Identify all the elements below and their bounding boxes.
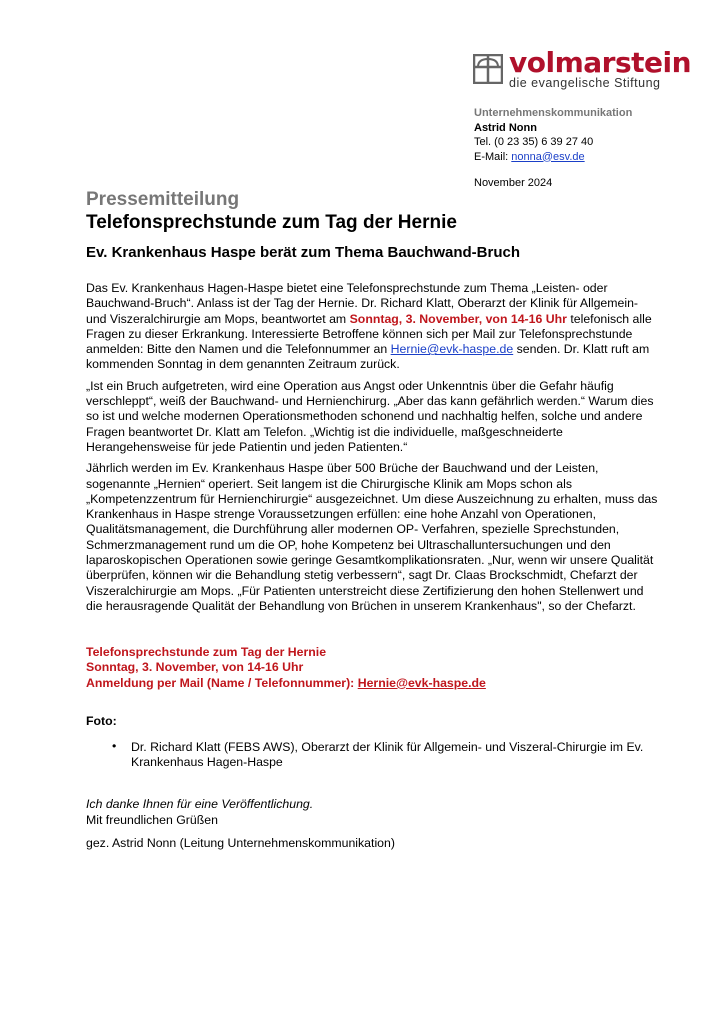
foto-label: Foto: — [86, 714, 117, 728]
event-summary — [86, 645, 486, 691]
event-registration — [86, 676, 486, 691]
contact-block — [474, 106, 632, 164]
contact-phone: Tel. (0 23 35) 6 39 27 40 — [474, 136, 594, 148]
paragraph-3: Jährlich werden im Ev. Krankenhaus Haspe über 500 Brüche der Bauchwand und der Leisten, sogenannte „Hernien“ operiert. Seit langem ist die Chirurgische Klinik am Mops schon als „Kompetenzzentrum für Hernienchirurgie“ ausgezeichnet. Um diese Auszeichnung zu erhalten, muss das Krankenhaus in Haspe strenge Voraussetzungen erfüllen: eine hohe Anzahl von Operationen, Qualitätsmanagement, die Durchführung aller modernen OP- Verfahren, spezielle Sprechstunden, Schmerzmanagement rund um die OP, hohe Kompetenz bei Ultraschalluntersuchungen und den laparoskopischen Operationen sowie geringe Gesamtkomplikationsraten. „Nur, wenn wir unsere Qualität überprüfen, können wir die Behandlung stetig verbessern“, sagt Dr. Claas Brockschmidt, Chefarzt der Viszeralchirurgie am Mops. „Für Patienten unterstreicht diese Zertifizierung den hohen Stellenwert und die herausragende Qualität der Behandlung von Brüchen in unserem Krankenhaus", so der Chefarzt. — [86, 461, 658, 613]
contact-email-line — [474, 150, 632, 165]
event-registration-label: Anmeldung per Mail (Name / Telefonnummer): — [86, 675, 358, 690]
closing-signature: gez. Astrid Nonn (Leitung Unternehmenskommunikation) — [86, 836, 395, 850]
window-cross-logo-icon — [473, 54, 503, 84]
logo-tagline: die evangelische Stiftung — [509, 76, 661, 90]
bullet-icon: • — [112, 739, 117, 753]
event-email-link[interactable]: Hernie@evk-haspe.de — [357, 675, 486, 690]
foto-caption: Dr. Richard Klatt (FEBS AWS), Oberarzt der Klinik für Allgemein- und Viszeral-Chirurgie im Ev. Krankenhaus Hagen-Haspe — [131, 740, 644, 770]
contact-email-link[interactable]: nonna@esv.de — [511, 150, 585, 163]
paragraph-1 — [86, 281, 661, 373]
paragraph-1-part-c: senden. Dr. Klatt ruft am kommenden Sonntag in dem genannten Zeitraum zurück. — [86, 342, 650, 372]
contact-name: Astrid Nonn — [474, 121, 537, 134]
contact-department: Unternehmenskommunikation — [474, 107, 633, 119]
closing-regards: Mit freundlichen Grüßen — [86, 813, 218, 827]
paragraph-1-part-b: telefonisch alle Fragen zu dieser Erkrankung. Interessierte Betroffene können sich per Mail zur Telefonsprechstunde anmelden: Bitte den Namen und die Telefonnummer an — [86, 311, 652, 357]
event-date-highlight: Sonntag, 3. November, von 14-16 Uhr — [349, 311, 567, 326]
body-text — [86, 281, 661, 620]
logo-wordmark: volmarstein — [509, 46, 692, 79]
volmarstein-logo — [473, 46, 692, 92]
contact-email-label: E-Mail: — [474, 150, 512, 163]
event-title: Telefonsprechstunde zum Tag der Hernie — [86, 645, 327, 659]
registration-email-link[interactable]: Hernie@evk-haspe.de — [390, 342, 514, 357]
document-kicker: Pressemitteilung — [86, 189, 240, 210]
release-date: November 2024 — [474, 177, 553, 189]
paragraph-2: „Ist ein Bruch aufgetreten, wird eine Operation aus Angst oder Unkenntnis über die Gefahr häufig verschleppt“, weiß der Bauchwand- und Hernienchirurg. „Aber das kann gefährlich werden.“ Warum dies so ist und welche modernen Operationsmethoden schonend und nachhaltig helfen, solche und andere Fragen beantwortet Dr. Klatt am Telefon. „Wichtig ist die individuelle, maßgeschneiderte Herangehensweise für jede Patientin und jeden Patienten.“ — [86, 378, 654, 454]
event-time: Sonntag, 3. November, von 14-16 Uhr — [86, 660, 304, 675]
paragraph-1-part-a: Das Ev. Krankenhaus Hagen-Haspe bietet eine Telefonsprechstunde zum Thema „Leisten- oder Bauchwand-Bruch“. Anlass ist der Tag der Hernie. Dr. Richard Klatt, Oberarzt der Klinik für Allgemein- und Viszeralchirurgie am Mops, beantwortet am — [86, 281, 639, 326]
document-subtitle: Ev. Krankenhaus Haspe berät zum Thema Bauchwand-Bruch — [86, 244, 520, 261]
document-title: Telefonsprechstunde zum Tag der Hernie — [86, 212, 457, 233]
closing-thanks: Ich danke Ihnen für eine Veröffentlichung. — [86, 797, 314, 811]
